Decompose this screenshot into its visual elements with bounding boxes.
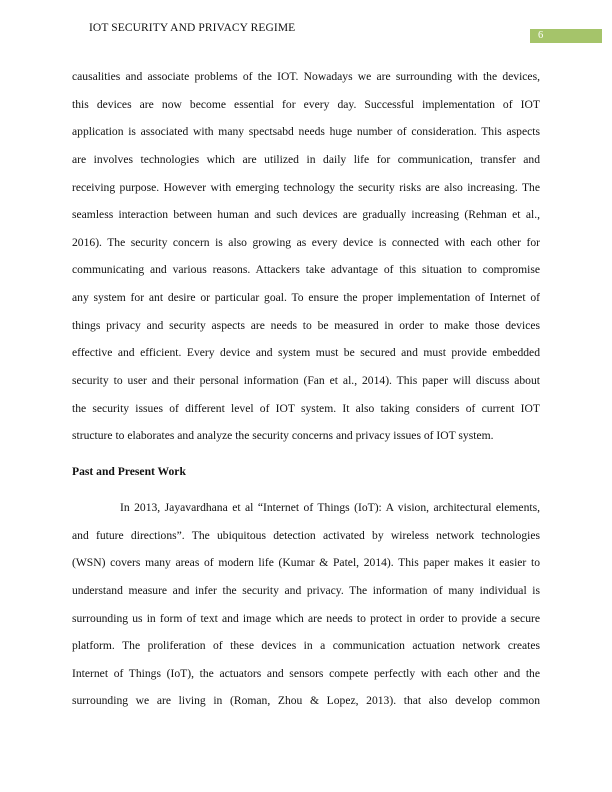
text-line: structure to elaborates and analyze the security concerns and privacy issues of IOT system.	[72, 429, 494, 443]
text-line: (WSN) covers many areas of modern life (Kumar & Patel, 2014). This paper makes it easier to	[72, 556, 540, 570]
text-line: are involves technologies which are utilized in daily life for communication, transfer and	[72, 152, 540, 166]
text-line: communicating and various reasons. Attackers take advantage of this situation to compromise	[72, 263, 540, 277]
paragraph-2	[72, 494, 540, 715]
text-line: any system for ant desire or particular goal. To ensure the proper implementation of Internet of	[72, 291, 540, 305]
text-line: 2016). The security concern is also growing as every device is connected with each other for	[72, 235, 540, 249]
text-line: understand measure and infer the security and privacy. The information of many individual is	[72, 583, 540, 597]
text-line: surrounding us in form of text and image which are needs to protect in order to provide a secure	[72, 611, 540, 625]
text-line: seamless interaction between human and such devices are gradually increasing (Rehman et al.,	[72, 208, 540, 222]
text-line: In 2013, Jayavardhana et al “Internet of Things (IoT): A vision, architectural elements,	[120, 501, 540, 514]
section-heading: Past and Present Work	[72, 465, 186, 478]
text-line: and future directions”. The ubiquitous detection activated by wireless network technologies	[72, 528, 540, 542]
running-title: IOT SECURITY AND PRIVACY REGIME	[89, 22, 296, 34]
text-line: platform. The proliferation of these devices in a communication actuation network creates	[72, 639, 540, 653]
text-line: effective and efficient. Every device and system must be secured and must provide embedded	[72, 346, 540, 360]
text-line: causalities and associate problems of the IOT. Nowadays we are surrounding with the devices,	[72, 70, 540, 83]
text-line: Internet of Things (IoT), the actuators and sensors compete perfectly with each other and the	[72, 666, 540, 680]
text-line: the security issues of different level of IOT system. It also taking considers of current IOT	[72, 401, 540, 415]
text-line: this devices are now become essential for every day. Successful implementation of IOT	[72, 97, 540, 111]
text-line: receiving purpose. However with emerging technology the security risks are also increasing. The	[72, 180, 540, 194]
text-line: application is associated with many spectsabd needs huge number of consideration. This aspects	[72, 125, 540, 139]
page-number-badge: 6	[530, 29, 602, 43]
paragraph-1	[72, 63, 540, 450]
text-line: security to user and their personal information (Fan et al., 2014). This paper will discuss about	[72, 374, 540, 388]
text-line: surrounding we are living in (Roman, Zhou & Lopez, 2013). that also develop common	[72, 694, 540, 708]
section-heading-block	[72, 458, 540, 486]
text-line: things privacy and security aspects are needs to be measured in order to make those devices	[72, 318, 540, 332]
